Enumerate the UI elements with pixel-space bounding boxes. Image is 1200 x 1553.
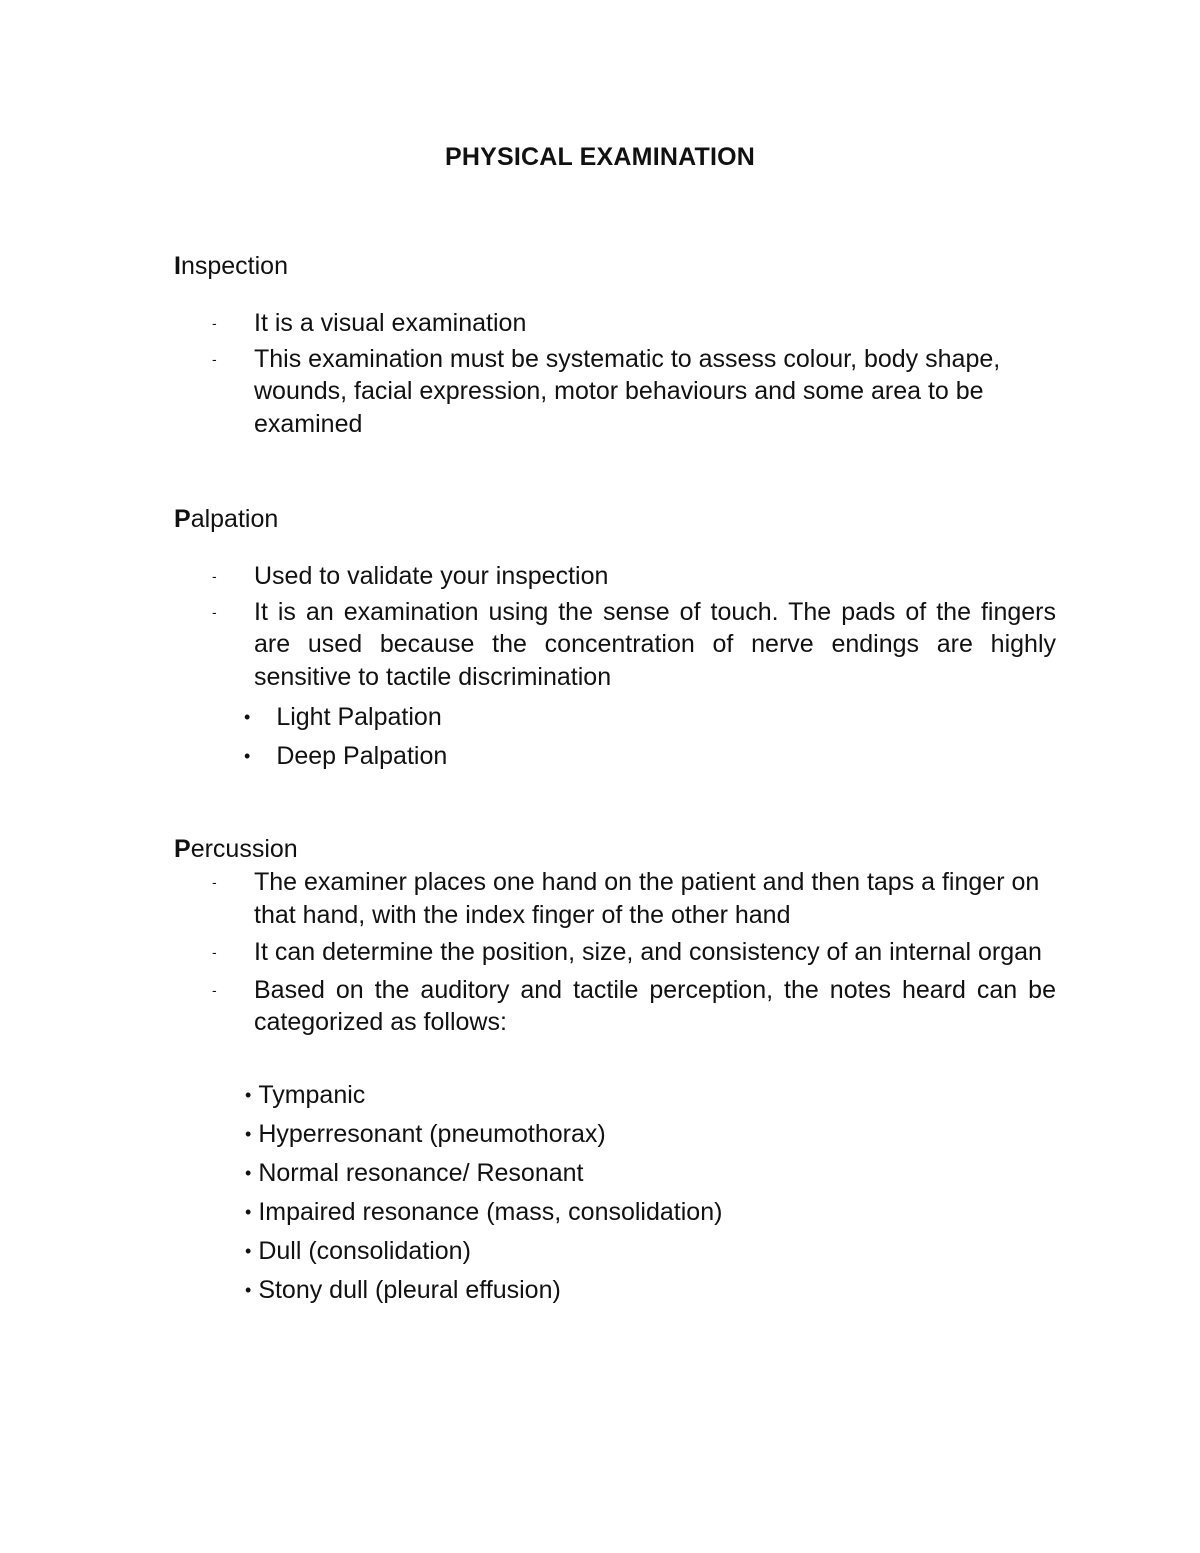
section-heading-inspection bbox=[174, 252, 288, 281]
percussion-list bbox=[174, 866, 1074, 1039]
inspection-list bbox=[174, 307, 1074, 440]
heading-initial: P bbox=[174, 505, 191, 533]
sub-list-item bbox=[245, 1274, 561, 1307]
heading-initial: P bbox=[174, 835, 191, 863]
bullet-marker: • bbox=[245, 1163, 252, 1183]
sub-list-item-text: Deep Palpation bbox=[276, 742, 448, 770]
sub-list-item bbox=[244, 740, 447, 773]
list-item bbox=[174, 307, 1056, 340]
sub-list-item bbox=[245, 1196, 722, 1229]
sub-list-item bbox=[245, 1157, 583, 1190]
heading-rest: ercussion bbox=[190, 835, 298, 863]
sub-list-item-text: Dull (consolidation) bbox=[258, 1237, 471, 1265]
list-item-text: It is a visual examination bbox=[254, 309, 527, 337]
sub-list-item-text: Light Palpation bbox=[276, 703, 442, 731]
dash-marker: - bbox=[212, 944, 217, 960]
sub-list-item bbox=[245, 1235, 471, 1268]
list-item bbox=[174, 596, 1056, 694]
palpation-list bbox=[174, 560, 1074, 693]
section-heading-percussion bbox=[174, 835, 298, 864]
sub-list-item-text: Stony dull (pleural effusion) bbox=[258, 1276, 561, 1304]
bullet-marker: • bbox=[244, 707, 251, 727]
heading-initial: I bbox=[174, 252, 181, 280]
dash-marker: - bbox=[212, 568, 217, 584]
heading-rest: alpation bbox=[190, 505, 279, 533]
sub-list-item-text: Normal resonance/ Resonant bbox=[258, 1159, 584, 1187]
page-title: PHYSICAL EXAMINATION bbox=[444, 143, 756, 171]
dash-marker: - bbox=[212, 603, 217, 620]
dash-marker: - bbox=[212, 350, 217, 367]
bullet-marker: • bbox=[245, 1280, 252, 1300]
list-item bbox=[174, 343, 1056, 441]
bullet-marker: • bbox=[245, 1241, 252, 1261]
list-item-text: The examiner places one hand on the patient and then taps a finger on that hand, with the index finger of the other hand bbox=[254, 868, 1040, 929]
bullet-marker: • bbox=[245, 1124, 252, 1144]
sub-list-item bbox=[245, 1118, 606, 1151]
bullet-marker: • bbox=[245, 1202, 252, 1222]
dash-marker: - bbox=[212, 315, 217, 331]
list-item bbox=[174, 936, 1056, 969]
sub-list-item-text: Impaired resonance (mass, consolidation) bbox=[258, 1198, 723, 1226]
list-item-text: This examination must be systematic to assess colour, body shape, wounds, facial expression, motor behaviours and some area to be examined bbox=[254, 344, 1001, 438]
list-item bbox=[174, 866, 1056, 931]
heading-rest: nspection bbox=[180, 252, 288, 280]
list-item bbox=[174, 974, 1056, 1039]
list-item-text: Used to validate your inspection bbox=[254, 562, 609, 590]
list-item-text: Based on the auditory and tactile perception, the notes heard can be categorized as follows: bbox=[254, 975, 1056, 1036]
section-heading-palpation bbox=[174, 505, 278, 534]
sub-list-item bbox=[245, 1079, 365, 1112]
dash-marker: - bbox=[212, 981, 217, 998]
sub-list-item bbox=[244, 701, 442, 734]
bullet-marker: • bbox=[245, 1085, 252, 1105]
list-item-text: It can determine the position, size, and consistency of an internal organ bbox=[254, 938, 1042, 966]
sub-list-item-text: Tympanic bbox=[258, 1081, 366, 1109]
sub-list-item-text: Hyperresonant (pneumothorax) bbox=[258, 1120, 606, 1148]
dash-marker: - bbox=[212, 874, 217, 890]
list-item-text: It is an examination using the sense of touch. The pads of the fingers are used because the concentration of nerve endings are highly sensitive to tactile discrimination bbox=[254, 597, 1056, 691]
bullet-marker: • bbox=[244, 746, 251, 766]
list-item bbox=[174, 560, 1056, 593]
